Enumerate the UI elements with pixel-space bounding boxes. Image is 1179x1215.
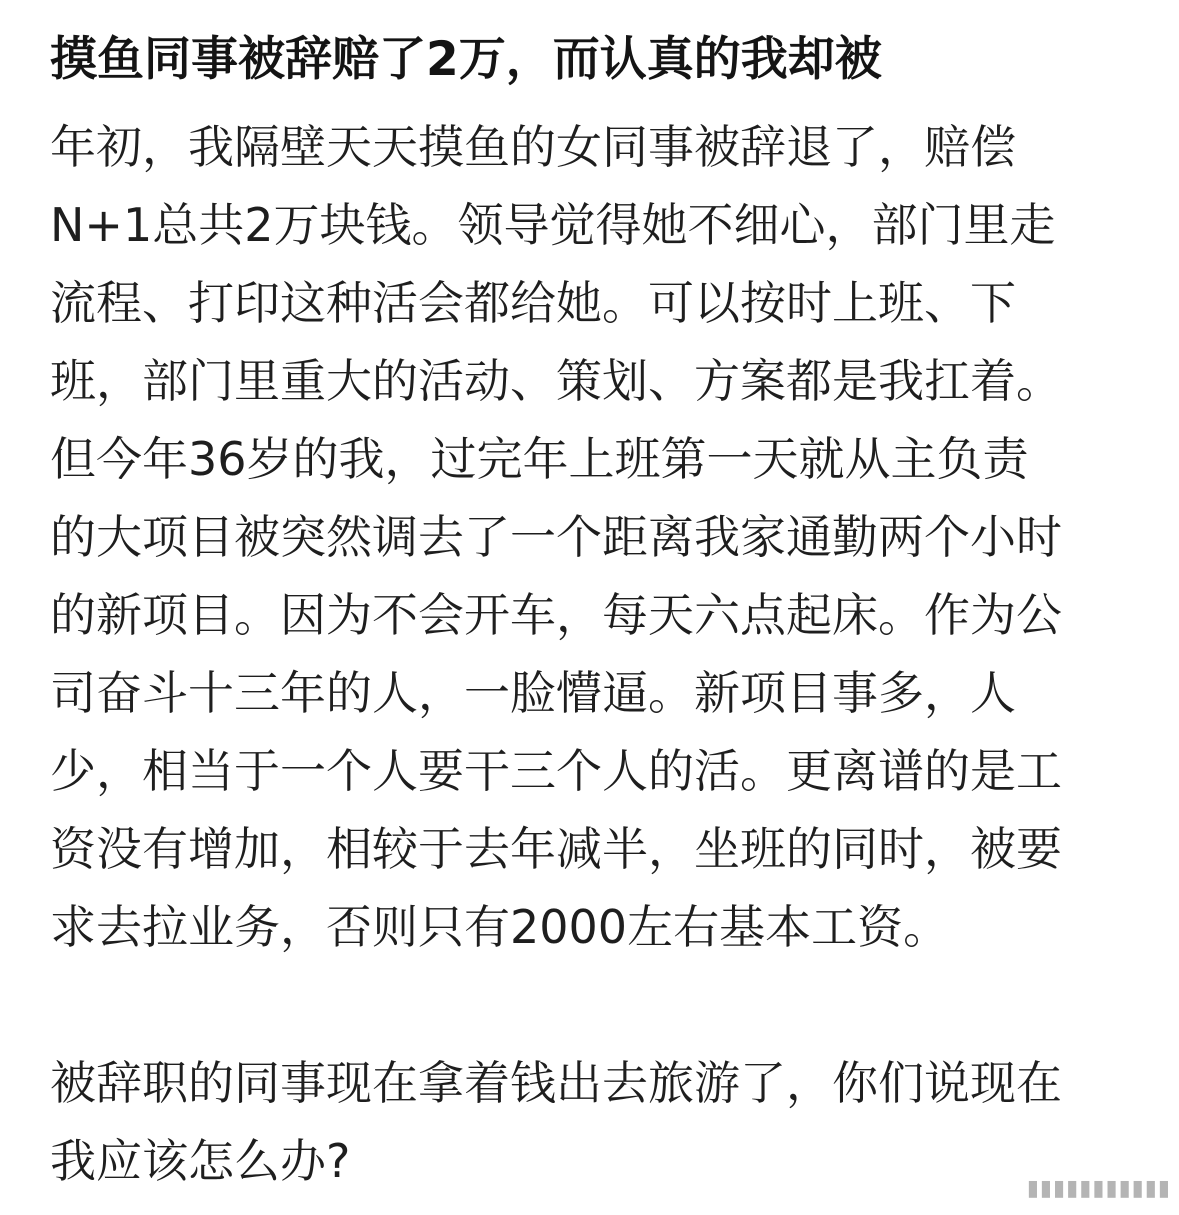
post-content xyxy=(50,28,1130,1200)
text-line: 资没有增加，相较于去年减半，坐班的同时，被要 xyxy=(50,822,1062,876)
paragraph-2 xyxy=(50,1044,1130,1200)
text-line: 的新项目。因为不会开车，每天六点起床。作为公 xyxy=(50,588,1062,642)
post-body xyxy=(50,108,1130,1200)
text-line: 年初，我隔壁天天摸鱼的女同事被辞退了，赔偿 xyxy=(50,120,1016,174)
text-line: 但今年36岁的我，过完年上班第一天就从主负责 xyxy=(50,432,1029,486)
text-line: 司奋斗十三年的人，一脸懵逼。新项目事多，人 xyxy=(50,666,1016,720)
paragraph-spacer xyxy=(50,966,1130,1044)
text-line: N+1总共2万块钱。领导觉得她不细心，部门里走 xyxy=(50,198,1056,252)
watermark: ▮▮▮▮▮▮▮▮▮▮▮ xyxy=(1026,1176,1171,1201)
text-line: 我应该怎么办? xyxy=(50,1134,351,1188)
text-line: 班，部门里重大的活动、策划、方案都是我扛着。 xyxy=(50,354,1062,408)
text-line: 流程、打印这种活会都给她。可以按时上班、下 xyxy=(50,276,1016,330)
text-line: 的大项目被突然调去了一个距离我家通勤两个小时 xyxy=(50,510,1062,564)
text-line: 少，相当于一个人要干三个人的活。更离谱的是工 xyxy=(50,744,1062,798)
text-line: 求去拉业务，否则只有2000左右基本工资。 xyxy=(50,900,950,954)
paragraph-1 xyxy=(50,108,1130,966)
text-line: 被辞职的同事现在拿着钱出去旅游了，你们说现在 xyxy=(50,1056,1062,1110)
post-title: 摸鱼同事被辞赔了2万，而认真的我却被 xyxy=(50,32,882,87)
